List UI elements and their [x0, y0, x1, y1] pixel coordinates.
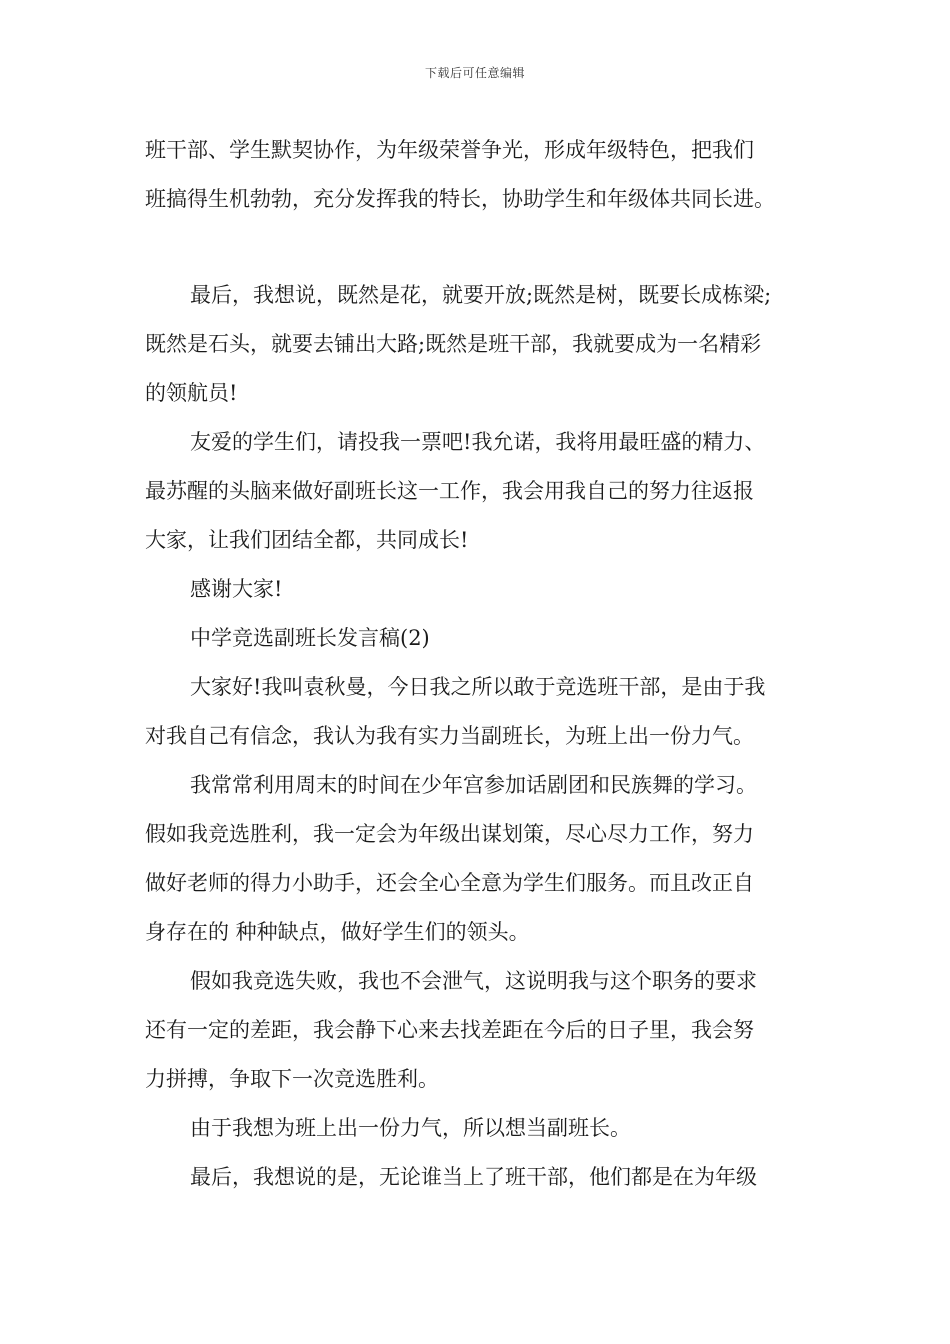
text-line: 班干部、学生默契协作，为年级荣誉争光，形成年级特色，把我们 — [145, 138, 754, 162]
text-line: 大家，让我们团结全都，共同成长! — [145, 528, 469, 552]
paragraph-gap — [145, 224, 825, 271]
text-line: 大家好!我叫袁秋曼，今日我之所以敢于竞选班干部，是由于我 — [190, 675, 766, 699]
text-line: 既然是石头，就要去铺出大路;既然是班干部，我就要成为一名精彩 — [145, 332, 762, 356]
text-line: 班搞得生机勃勃，充分发挥我的特长，协助学生和年级体共同长进。 — [145, 187, 775, 211]
document-body — [145, 126, 825, 1202]
text-line: 身存在的 种种缺点，做好学生们的领头。 — [145, 920, 530, 944]
text-line: 最后，我想说，既然是花，就要开放;既然是树，既要长成栋梁; — [190, 283, 772, 307]
page-header: 下载后可任意编辑 — [424, 66, 525, 80]
text-line: 最后，我想说的是，无论谁当上了班干部，他们都是在为年级 — [190, 1165, 757, 1189]
text-line: 友爱的学生们，请投我一票吧!我允诺，我将用最旺盛的精力、 — [190, 430, 766, 454]
text-line: 最苏醒的头脑来做好副班长这一工作，我会用我自己的努力往返报 — [145, 479, 754, 503]
text-line: 对我自己有信念，我认为我有实力当副班长，为班上出一份力气。 — [145, 724, 754, 748]
text-line: 假如我竞选胜利，我一定会为年级出谋划策，尽心尽力工作，努力 — [145, 822, 754, 846]
section-title: 中学竞选副班长发言稿(2) — [190, 626, 430, 650]
text-line: 的领航员! — [145, 381, 238, 405]
text-line: 由于我想为班上出一份力气，所以想当副班长。 — [190, 1116, 631, 1140]
text-line: 做好老师的得力小助手，还会全心全意为学生们服务。而且改正自 — [145, 871, 754, 895]
text-line: 力拼搏，争取下一次竞选胜利。 — [145, 1067, 439, 1091]
text-line: 假如我竞选失败，我也不会泄气，这说明我与这个职务的要求 — [190, 969, 757, 993]
text-line: 还有一定的差距，我会静下心来去找差距在今后的日子里，我会努 — [145, 1018, 754, 1042]
text-line: 我常常利用周末的时间在少年宫参加话剧团和民族舞的学习。 — [190, 773, 757, 797]
text-line: 感谢大家! — [190, 577, 283, 601]
